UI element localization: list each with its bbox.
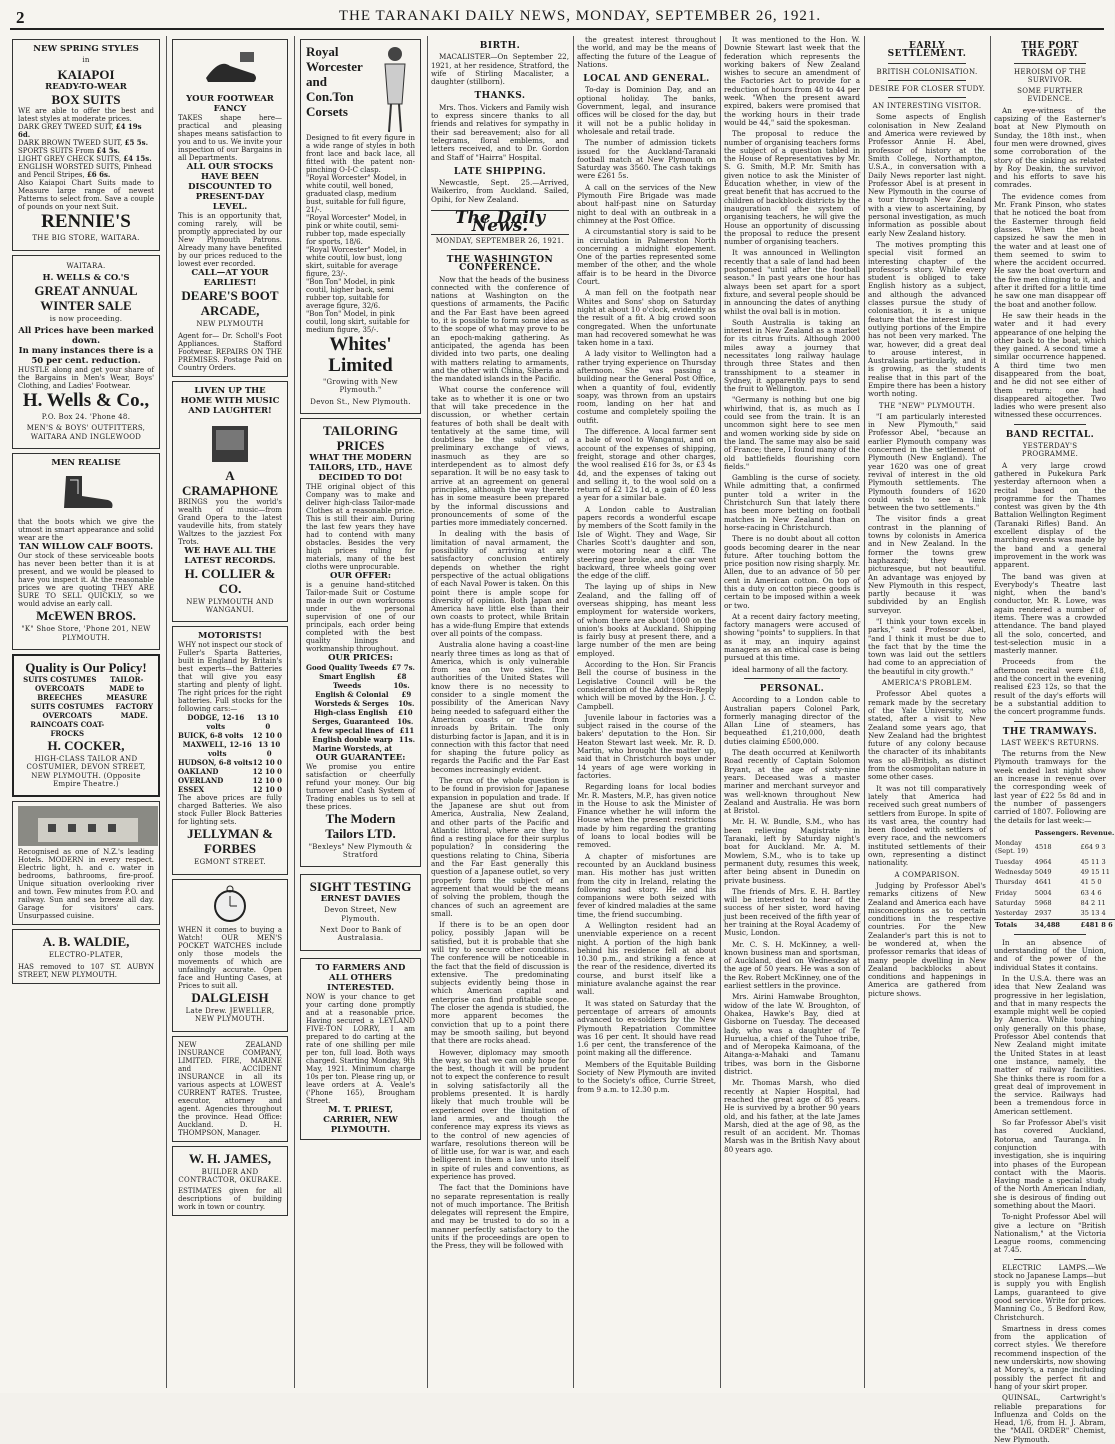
ad-brand: Whites' Limited <box>328 334 393 376</box>
ad-heading: TAN WILLOW CALF BOOTS. <box>18 542 154 553</box>
column-8-news <box>994 36 1115 1444</box>
article-paragraph: A very large crowd gathered in Pukekura Park yesterday afternoon when a recital based on the programme for the Thames contest was given by the 4th Battalion Wellington Regiment (Taranaki Rifles) Band. An excellent display of the marching events was made by the band and a general improvement in the work was apparent. <box>994 460 1106 570</box>
ad-text: ELECTRO-PLATER, <box>48 951 124 960</box>
ad-address: Devon St., New Plymouth. <box>310 397 411 406</box>
shipping-notice: Newcastle, Sept. 25.—Arrived, Waikeriro, from Auckland. Sailed, Opihi, for New Zealand. <box>431 178 569 204</box>
ad-brand: DEARE'S BOOT ARCADE, <box>181 288 279 319</box>
column-rule <box>864 36 865 1388</box>
ad-body: BRINGS you the world's wealth of music—from Grand Opera to the latest vaudeville hits, from stately Waltzes to the jazziest Fox Trots. <box>178 497 282 546</box>
table-row: Friday 5004 63 4 6 <box>995 888 1102 897</box>
news-item: ideal harmony of all the factory. <box>732 664 848 674</box>
ad-heading: TAILORING PRICES <box>323 422 398 453</box>
article-paragraph: The motives prompting this special visit formed an interesting chapter of the professor's story. While every student is obliged to take English history as a subject, and although the advanced classes pursue the study of colonisation, it is a unique feature that the interest in the outlying portions of the Empire has not been very marked. The war, however, did a great deal to arouse interest, in Australasia particularly, and it is growing, as the students realise that in this part of the Empire there has been a history worth noting. <box>868 239 986 399</box>
ad-hotel <box>12 801 160 925</box>
table-total-row: Totals 34,488 £481 8 6 <box>994 919 1115 930</box>
ad-body: NEW ZEALAND INSURANCE COMPANY, LIMITED. FIRE, MARINE and ACCIDENT INSURANCE in all its various aspects at LOWEST CURRENT RATES. Trustee, executor, attorney and agent. Agencies throughout the province. Head Office: Auckland. D. H. THOMPSON, Manager. <box>178 1040 282 1137</box>
ad-subheading: READY-TO-WEAR <box>45 82 127 93</box>
article-paragraph: If there is to be an open door policy, possibly Japan will be satisfied, but it is probable that she will try to secure other conditions. The conference will be noticeable in the fact that the field of discussion is extensive. The predominating subjects evidently being those in which American capital and enterprise can find profitable scope. The closer the agenda is studied, the more apparent becomes the conviction that up to a point there may be smooth sailing, but beyond that there are rocks ahead. <box>431 920 569 1046</box>
shoe-illustration-icon <box>200 48 260 88</box>
ad-subheading: CALL—AT YOUR EARLIEST! <box>191 268 269 289</box>
news-item: According to the Hon. Sir Francis Bell the course of business in the Legislative Council will be the consideration of the Address-in-Reply which will be moved by the Hon. J. C. Campbell. <box>577 660 716 711</box>
column-rule <box>720 36 721 1388</box>
ad-subheading: ALL OUR STOCKS HAVE BEEN DISCOUNTED TO PRESENT-DAY LEVEL. <box>186 162 274 213</box>
column-5-local-news <box>577 36 716 1386</box>
ad-row: SUITS COSTUMES OVERCOATS BREECHES TAILOR-MADE to MEASURE <box>23 674 148 702</box>
article-paragraph: The evidence comes from Mr. Frank Pinson, who states that he noticed the boat from the Easterner through field glasses. When the boat capsized he saw the men in the water and at least one of them seemed to swim to where the accident occurred. He saw the boat overturn and the five men clinging to it, and after it drifted for a little time he saw one man disappear off the boat and another follow. <box>994 191 1106 309</box>
personal-item: Mrs. Airini Hamwabe Broughton, widow of the late W. Broughton, of Ohakea, Hawke's Bay, died at Gisborne on Tuesday. The deceased lady, who was a daughter of Te Huruelua, a chief of the Tuhoe tribe, and of Meropeka Kaimoana, of the Aitanga-a-Mahaki and Tamanu tribes, was born in the Gisborne district. <box>724 992 860 1077</box>
price-row: A few special lines of English double warp Marine Worsteds, at £11 11s. <box>311 725 416 753</box>
news-item: Members of the Equitable Building Society of New Plymouth are invited to the Society's office, Currie Street, from 9 a.m. to 12.30 p.m. <box>577 1059 716 1094</box>
ad-body: HAS removed to 107 ST. AUBYN STREET, NEW PLYMOUTH. <box>18 962 154 979</box>
personal-item: Mr. H. W. Bundle, S.M., who has been relieving Magistrate in Taranaki, left by Saturday night's boat for Auckland. Mr. A. M. Mowlem, S.M., who is to take up permanent duty, resumes this week, after being absent in Dunedin on private business. <box>724 817 860 885</box>
article-subheading: AN INTERESTING VISITOR. <box>872 102 982 111</box>
ad-address: MEN'S & BOYS' OUTFITTERS, WAITARA AND INGLEWOOD <box>26 424 146 441</box>
ad-heading: YOUR FOOTWEAR FANCY <box>186 94 274 115</box>
ad-address: HIGH-CLASS TAILOR AND COSTUMIER, DEVON STREET, NEW PLYMOUTH. (Opposite Empire Theatre.) <box>26 754 146 788</box>
news-item: To-day is Dominion Day, and an optional holiday. The banks, Government, legal, and insurance offices will be closed for the day, but it will not be a public holiday in wholesale and retail trade. <box>577 85 716 136</box>
page-number: 2 <box>16 8 26 27</box>
news-item: Gambling is the curse of society. While admitting that, a confirmed punter told a writer in the Christchurch Sun that lately there has been more betting on football matches in New Zealand than on horse-racing in Christchurch. <box>724 473 860 532</box>
ad-brand: H. COLLIER & CO. <box>184 565 276 596</box>
ad-brand: RENNIE'S <box>41 211 131 233</box>
divider <box>888 63 966 64</box>
ad-heading: KAIAPOI <box>57 67 115 83</box>
article-paragraph: What course the conference will take as to whether it is one or two that will take precedence in the discussion, or whether certain features of both shall be dealt with tentatively at the same time, will doubtless be the subject of a preliminary exchange of views, inasmuch as they are so interdependent as to almost defy separation. It will be no easy task to arrive at an agreement on general principles, although the way thereto has in some measure been prepared by the informal discussions and pronouncements of some of the parties more immediately concerned. <box>431 385 569 528</box>
price-item: ENGLISH WORSTED SUITS, Pinhead and Pencil Stripes, £6 6s. <box>18 163 152 180</box>
ad-heading: MEN REALISE <box>51 458 121 469</box>
article-paragraph: An eye-witness of the capsizing of the Easterner's boat at New Plymouth on Sunday, the 18th inst., when four men were drowned, gives some corroboration of the story of the sinking as related by Roy Deakin, the survivor, and his efforts to save his comrades. <box>994 105 1106 190</box>
ad-body: THE original object of this Company was to make and deliver high-class Tailor-made Clothes at a reasonable price. This is still their aim. During the last few years they have had to contend with many obstacles. Besides the very high prices ruling for materials, many of the best cloths were unprocurable. <box>306 482 415 571</box>
ad-collier-gramophone <box>172 381 288 623</box>
price-row: Smart English Tweeds £8 10s. <box>319 671 410 690</box>
personal-item: According to a London cable to Australian papers Colonel Park, formerly managing director of the Allan Line of steamers, has bequeathed £1,210,000, death duties claiming £500,000. <box>724 695 860 746</box>
ad-body: is a genuine hand-stitched Tailor-made Suit or Costume made in our own workrooms under the personal supervision of one of our principals, each order being completed with the best quality linings and workmanship throughout. <box>306 580 415 653</box>
ad-address: "Bexleys" New Plymouth & Stratford <box>308 842 413 860</box>
price-row: BUICK, 6-8 volts 12 10 0 <box>178 731 282 741</box>
ad-heading: MOTORISTS! <box>198 631 262 642</box>
ad-brand: JELLYMAN & FORBES <box>187 826 273 857</box>
ad-text: Next Door to Bank of Australasia. <box>319 926 402 943</box>
ad-brand: M. T. PRIEST, CARRIER, NEW PLYMOUTH. <box>323 1104 398 1135</box>
ad-address: NEW PLYMOUTH AND WANGANUI. <box>186 597 274 615</box>
ad-heading: LIVEN UP THE HOME WITH MUSIC AND LAUGHTER! <box>180 385 280 416</box>
hotel-illustration-icon <box>18 806 158 846</box>
ad-james-builder <box>172 1146 288 1217</box>
ad-address: "K" Shoe Store, 'Phone 201, NEW PLYMOUTH. <box>21 625 151 642</box>
table-row: Tuesday 4964 45 11 3 <box>995 857 1106 866</box>
ad-brand: ERNEST DAVIES <box>320 894 401 905</box>
ad-body: Also Kaiapoi Chart Suits made to Measure large range of newest Patterns to select from. Save a couple of pounds on your next Suit. <box>18 179 154 212</box>
table-row: Saturday 5968 84 2 11 <box>995 898 1106 907</box>
article-heading: LOCAL AND GENERAL. <box>583 74 710 85</box>
ad-address: Devon Street, New Plymouth. <box>324 906 397 923</box>
ad-insurance <box>172 1036 288 1142</box>
classified-item: Smartness in dress comes from the application of correct styles. We therefore recommend inspection of the new underskirts, now showing at Morey's, a range including possibly the perfect fit and hang of your skirt proper. <box>994 1323 1106 1391</box>
corset-model: "Royal Worcester" Model, in white coutil, well boned, graduated clasp, medium bust, suitable for full figure, 21/-. <box>306 174 407 214</box>
ad-body: Our stock of these serviceable boots has never been better than it is at present, and we would be pleased to have you inspect it. At the reasonable prices we are quoting THEY ARE SURE TO SELL QUICKLY, so we would advise an early call. <box>18 552 154 609</box>
ad-body: TAKES shape here—practical and pleasing shapes means satisfaction to you and to us. We invite your inspection of our Bargains in all Departments. <box>178 114 282 163</box>
ad-heading: Royal Worcester and Con.Ton Corsets <box>306 44 363 119</box>
article-subheading: THE "NEW" PLYMOUTH. <box>878 401 976 410</box>
news-item: It was announced in Wellington recently that a sale of land had been postponed "until after the football season." In past years one hour has always been set apart for a sport fixture, and several people should be in announcing the dates of anything whilst the oval ball is in motion. <box>724 248 860 316</box>
column-4-editorial <box>431 36 569 1386</box>
article-paragraph: In dealing with the basis of limitation of naval armament, the possibility of arriving at any satisfactory conclusion entirely depends on whether the right perspective of the actual obligations of each Naval Power is taken. On this point there is ample scope for diversity of opinion. Both Japan and America have little else than their own coasts to protect, while Britain has a wide-flung Empire that extends over all points of the compass. <box>431 529 569 638</box>
article-subheading: DESIRE FOR CLOSER STUDY. <box>868 84 986 93</box>
article-paragraph: However, diplomacy may smooth the way, so that we can only hope for the best, though it will be prudent not to expect the conference to result in solving satisfactorily all the problems presented. It is hardly likely that much trouble will be experienced over the limitation of land armies, and though the conference may express its views as to the control of new agencies of warfare, resolutions thereon will be of little use, for war is war, and each belligerent in them a law unto itself in spite of rules and conventions, as experience has proved. <box>431 1047 569 1181</box>
price-row: English & Colonial Worsteds & Serges £9 10s. <box>314 689 415 708</box>
ad-text: P.O. Box 24. 'Phone 48. <box>41 413 131 422</box>
divider <box>1014 721 1086 722</box>
news-item: The number of admission tickets issued for the Auckland-Taranaki football match at New Plymouth on Saturday was 3560. The cash takings were £261 5s. <box>577 138 716 181</box>
column-3-advertisements <box>298 36 423 1386</box>
ad-brand: W. H. JAMES, <box>188 1150 272 1166</box>
divider <box>1014 424 1086 425</box>
news-item: A London cable to Australian papers records a wonderful escape by members of the Scott family in the Isle of Wight. They and Wage, Sir Charles Scott's daughter and son, were motoring near a cliff. The steering gear broke, and the car went backward, three wheels going over the edge of the cliff. <box>577 504 716 581</box>
divider <box>1014 1259 1086 1260</box>
table-row: Yesterday 2937 35 13 4 <box>995 909 1106 918</box>
article-subheading: LAST WEEK'S RETURNS. <box>1000 738 1100 747</box>
ad-body: HUSTLE along and get your share of the Bargains in Men's Wear, Boys' Clothing, and Ladies' Footwear. <box>18 366 154 391</box>
ad-whites-corsets <box>300 39 421 414</box>
ad-waldie <box>12 929 160 983</box>
article-heading: THE PORT TRAGEDY. <box>1021 41 1079 60</box>
table-row: Monday (Sept. 19) 4518 £64 9 3 <box>995 839 1106 856</box>
personal-item: Mr. C. S. H. McKinney, a well-known business man and sportsman, of Auckland, died on Wednesday at the age of 50 years. He was a son of the Rev. Robert McKinney, one of the earliest settlers in the province. <box>724 939 860 991</box>
price-row: MAXWELL, 12-16 volts 13 10 0 <box>182 740 281 759</box>
ad-jellyman-batteries <box>172 626 288 874</box>
ad-address: NEW PLYMOUTH <box>196 320 264 329</box>
price-row: HUDSON, 6-8 volts 12 10 0 <box>178 758 282 768</box>
ad-address: BUILDER AND CONTRACTOR, OKURAKE. <box>178 1167 282 1184</box>
ad-deare-footwear <box>172 39 288 377</box>
ad-subheading: All Prices have been marked down. <box>18 326 154 347</box>
ad-body: that the boots which we give the utmost in smart appearance and solid wear are the <box>18 518 154 543</box>
ad-address: Late Drew. JEWELLER, NEW PLYMOUTH. <box>185 1007 275 1024</box>
ad-text: WAITARA. <box>66 261 106 270</box>
ad-subheading: In many instances there is a 50 per cent. reduction. <box>18 346 154 367</box>
ad-kaiapoi-suits <box>12 39 160 251</box>
ad-brand: The Modern Tailors LTD. <box>325 810 396 841</box>
ad-mcewen-boots <box>12 453 160 650</box>
news-item: There is no doubt about all cotton goods becoming dearer in the near future. After touching bottom the price position now rising sharply. Mr. Allen, due to an advance of 50 per cent in American cotton. On top of this a duty on cotton piece goods is certain to be imposed within a week or two. <box>724 534 860 610</box>
article-paragraph: The returns from the New Plymouth tramways for the week ended last night show an increase in revenue over the corresponding week of last year of £22 5s 8d and in the number of passengers carried of 1807. Following are the details for last week:— <box>994 749 1106 825</box>
news-item: The laying up of ships in New Zealand, and the falling off of overseas shipping, has meant less employment for waterside workers, of whom there are about 1000 on the union's books at Auckland. Shipping is fairly busy at present there, and a large number of the men are being employed. <box>577 582 716 658</box>
ad-heading: GREAT ANNUAL WINTER SALE <box>34 282 138 313</box>
ad-body: ESTIMATES given for all descriptions of building work in town or country. <box>178 1187 282 1212</box>
price-item: SPORTS SUITS From £4 5s. <box>18 146 120 156</box>
ad-heading: A CRAMAPHONE <box>181 467 279 498</box>
ad-cocker-tailor <box>12 654 160 797</box>
divider <box>1014 63 1086 64</box>
column-1-advertisements <box>10 36 162 1386</box>
article-subheading: BRITISH COLONISATION. <box>876 67 978 76</box>
ad-subheading: OUR OFFER: <box>330 570 391 581</box>
news-item: A chapter of misfortunes are recounted by an Auckland business man. His mother has just written from the city in Ireland, relating the following sad story. He and his companions were both seized with fever of kindred maladies at the same time, the friend succumbing. <box>577 851 716 919</box>
news-item: "Germany is nothing but one big whirlwind, that is, as much as I could see from the train. It is an uncommon sight here to see men and women working side by side on the land. The same may also be said of France; there, I found many of the old battlefields flourishing corn fields." <box>724 395 860 471</box>
newspaper-masthead-title: THE TARANAKI DAILY NEWS, MONDAY, SEPTEMBER 26, 1921. <box>338 8 822 24</box>
article-paragraph: In the U.S.A. there was an idea that New Zealand was progressive in her legislation, and that in many respects the example might well be copied by America. While touching only generally on this phase, Professor Abel contends that New Zealand might imitate the United States in at least one instance, namely, the matter of railway facilities. She thinks there is room for a great deal of improvement in the service. Railways had been a tremendous force in American settlement. <box>994 973 1106 1116</box>
ad-body: We promise you entire satisfaction or cheerfully refund your money. Our big turnover and Cash System of Trading enables us to sell at these prices. <box>306 762 415 811</box>
ad-text: in <box>82 56 90 64</box>
article-paragraph: "I think your town excels in parks," said Professor Abel, "and I think it must be due to the fact that by the time the town was laid out the settlers had come to an appreciation of the beautiful in city growth." <box>868 617 986 676</box>
boot-illustration-icon <box>56 472 116 512</box>
news-item: It was mentioned to the Hon. W. Downie Stewart last week that the federation which represents the working bakers of New Zealand wishes to secure an amendment of the Factories Act to provide for a reduction of hours from 48 to 44 per week. "When the present award expired, bakers were promised that the working hours in their trade would be 44," said the spokesman. <box>724 35 860 127</box>
classified-item: ELECTRIC LAMPS.—We stock no Japanese Lamps—but is supply you with English Lamps, guaranteed to give good service. Write for prices. Manning Co., 5 Bedford Row, Christchurch. <box>994 1262 1106 1322</box>
ad-subheading: OUR PRICES: <box>328 652 393 663</box>
corset-model: "Royal Worcester" Model, in white coutil, low bust, long skirt, suitable for average figure, 23/-. <box>306 246 407 278</box>
thanks-notice: Mrs. Thos. Vickers and Family wish to express sincere thanks to all friends and relatives for sympathy in their sad bereavement; also for all telegrams, floral emblems, and letters received, and to Dr. Gordon and Staff of "Hairra" Hospital. <box>431 102 569 162</box>
personal-item: The friends of Mrs. E. H. Bartley will be interested to hear of the success of her sister, word having just been received of the fifth year of her training at the Royal Academy of Music, London. <box>724 886 860 938</box>
divider <box>888 80 966 81</box>
divider <box>1014 934 1086 935</box>
article-paragraph: He saw their heads in the water and it had every appearance of one helping the other back to the boat, which they gained. A second time a similar occurrence happened. A third time two men disappeared from the boat, and he did not see either of them return; one had disappeared altogether. Two ladies who were present also witnessed these occurrences. <box>994 310 1106 420</box>
ad-heading: BOX SUITS <box>51 92 121 108</box>
news-item: The difference. A local farmer sent a bale of wool to Wanganui, and on account of the expenses of shipping, freight, storage and other charges, the wool realised £16 for 3s, or £3 4s 4d, and the expenses of taking out and selling it, to the wool sold on a return of £2 12s 1d, a gain of £0 less a year for a similar bale. <box>577 427 716 503</box>
article-subheading: A COMPARISON. <box>894 870 960 879</box>
masthead <box>10 6 1104 30</box>
news-item: A Wellington resident had an unenviable experience on a recent night. A portion of the high bank behind his residence fell at about 10.30 p.m., and striking a fence at the rear of the residence, diverted its course, and burst itself like a miniature avalanche against the rear wall. <box>577 920 716 997</box>
corset-model: "Bon Ton" Model, in pink coutil, higher back, semi rubber top, suitable for average figure, 32/6. <box>306 278 395 310</box>
article-paragraph: Australia alone having a coast-line nearly three times as long as that of America, which is only vulnerable from sea on two sides. The authorities of the United States will know there is no necessity to consider to a single moment the possibility of the American Navy being needed to safeguard either the American coasts or trade from inroads by Britain. The only disturbing factor is Japan, and it is in connection with this factor that need for shaping the future policy as regards the Pacific and the Far East becomes increasingly evident. <box>431 640 569 774</box>
price-row: OAKLAND 12 10 0 <box>178 767 282 777</box>
ad-brand: A. B. WALDIE, <box>42 934 130 950</box>
table-row: Wednesday 5049 49 15 11 <box>995 868 1110 877</box>
price-row: High-class English Serges, Guaranteed £10 10s. <box>312 707 414 726</box>
price-row: DODGE, 12-16 volts 13 10 0 <box>187 713 279 732</box>
news-item: A lady visitor to Wellington had a rather trying experience on Thursday afternoon. She was passing a building near the General Post Office, when a quantity of foul, evidently soapy, was thrown from an upstairs room, landing on her hat and costume and completely spoiling the outfit. <box>577 349 716 425</box>
ad-body: Recognised as one of N.Z.'s leading Hotels. MODERN in every respect. Electric light, h. and c. water in bedrooms, bathrooms, fire-proof. Unique situation overlooking river and town. Few minutes from P.O. and railway. Sun and sea breeze all day. Garage for visitors' cars. Unsurpassed cuisine. <box>18 848 154 921</box>
corset-figure-icon <box>375 44 415 134</box>
ad-dalgleish-watches <box>172 879 288 1032</box>
ad-subheading: OUR GUARANTEE: <box>315 752 406 763</box>
pocket-watch-icon <box>210 884 250 924</box>
news-item: A circumstantial story is said to be in circulation in Palmerston North concerning a midnight elopement. One of the parties represented some member of the other, and the whole affair is to be heard in the Divorce Court. <box>577 227 716 287</box>
ad-brand: DALGLEISH <box>191 990 269 1006</box>
ad-brand: H. Wells & Co., <box>22 390 150 412</box>
ad-body: Agent for— Dr. Scholl's Foot Appliances. Stafford Footwear. REPAIRS ON THE PREMISES. Postage Paid on Country Orders. <box>178 331 282 372</box>
ad-heading: H. WELLS & CO.'S <box>42 272 130 283</box>
article-heading: THE TRAMWAYS. <box>1002 726 1098 737</box>
article-paragraph: Now that the heads of the business connected with the conference of nations at Washington on the questions of armaments, the Pacific and the Far East have been agreed to, it is possible to form some idea as to the scope of what may prove to be an epoch-making gathering. As anticipated, the agenda has been divided into two parts, one dealing with matters relating to armaments, and the other with China, Siberia and the mandated islands in the Pacific. <box>431 274 569 384</box>
article-paragraph: The visitor finds a great contrast in the planning of towns by colonists in America and in New Zealand. In the former the towns grew haphazard; they were picturesque, but not beautiful. An advantage was enjoyed by New Plymouth in this respect, partly because it was subdivided by an English surveyor. <box>868 514 986 615</box>
ad-heading: SIGHT TESTING <box>309 879 412 895</box>
ad-address: THE BIG STORE, WAITARA. <box>32 234 140 243</box>
notice-heading: LATE SHIPPING. <box>453 166 547 177</box>
ad-brand: McEWEN BROS. <box>36 608 136 624</box>
price-row: Good Quality Tweeds £7 7s. <box>306 662 415 672</box>
ad-heading: NEW SPRING STYLES <box>33 44 139 54</box>
article-heading: BAND RECITAL. <box>1005 429 1095 440</box>
column-6-news <box>724 36 860 1386</box>
gramophone-illustration-icon <box>200 416 260 466</box>
ad-heading: Quality is Our Policy! <box>25 659 147 675</box>
ad-sight-testing <box>300 874 421 950</box>
price-row: OVERLAND 12 10 0 <box>178 776 282 786</box>
divider <box>451 249 549 250</box>
news-item: The proposal to reduce the number of organising teachers forms the subject of a question tabled in the House of Representatives by Mr. S. G. Smith, M.P. Mr. Smith has given notice to ask the Minister of Education whether, in view of the great benefit that has accrued to the children of backblock districts by the inauguration of the system of organising teachers, he will give the House an opportunity of discussing the proposal to reduce the present number of organising teachers. <box>724 129 860 247</box>
news-item: At a recent dairy factory meeting, factory managers were accused of showing "points" to suppliers. In that as it may, an inquiry against managers as an ethical case is being pursued at this time. <box>724 611 860 663</box>
article-paragraph: Professor Abel quotes a remark made by the secretary of the Yale University, who stated, after a visit to New Zealand some years ago, that New Zealand had the brightest future of any colony because the character of its inhabitants was so all-British, as distinct from the cosmopolitan nature in some other cases. <box>868 689 986 782</box>
price-item: DARK BROWN TWEED SUIT, £5 5s. <box>18 138 149 148</box>
ad-body: WE are able to offer the best and latest styles at moderate prices. <box>18 107 154 124</box>
article-paragraph: Some aspects of English colonisation in New Zealand and America were reviewed by Professor Annie H. Abel, professor of history at the Smith College, Northampton, U.S.A., in conversation with a Daily News reporter last night. Professor Abel is at present in New Plymouth in the course of a tour through New Zealand with a view to ascertaining, by personal investigation, as much information as possible about early New Zealand history. <box>868 112 986 238</box>
corset-model: "Royal Worcester" Model, in pink or white coutil, semi-rubber top, made especially for sports, 18/6. <box>306 214 407 246</box>
divider <box>744 678 840 679</box>
table-header-row: Passengers. Revenue. <box>1034 828 1115 837</box>
news-item: A call on the services of the New Plymouth Fire Brigade was made about half-past nine on Saturday night to deal with an outbreak in a chimney at the Post Office. <box>577 182 716 225</box>
column-rule <box>573 36 574 1388</box>
ad-priest-carrier <box>300 958 421 1140</box>
birth-notice: MACALISTER—On September 22, 1921, at her residence, Stratford, the wife of Stirling Macalister, a daughter (stillborn). <box>431 52 569 87</box>
personal-item: The death occurred at Kenilworth Road recently of Captain Solomon Bryant, at the age of sixty-nine years. Deceased was a master mariner and merchant surveyor and was well-known throughout New Zealand and Australia. He was born at Bristol. <box>724 748 860 816</box>
corset-model: "Bon Ton" Model, in pink coutil, long skirt, suitable for medium figure, 35/-. <box>306 310 410 334</box>
article-subheading: YESTERDAY'S PROGRAMME. <box>1021 442 1079 459</box>
article-paragraph: It was not till comparatively lately that America had received such great numbers of settlers from Europe. In spite of its vast area, the country had been flooded with settlers of every race, and the newcomers instituted settlements of their own, representing a distinct nationality. <box>868 783 986 868</box>
ad-address: EGMONT STREET. <box>194 858 266 867</box>
ad-subheading: WHAT THE MODERN TAILORS, LTD., HAVE DECIDED TO DO! <box>308 452 413 483</box>
classified-item: QUINSAL, Cartwright's reliable preparations for Influenza and Colds on the Head, 1/6, from H. J. Abram, the "MAIL ORDER" Chemist, New Plymouth. <box>994 1393 1106 1444</box>
article-paragraph: Judging by Professor Abel's remarks citizens of New Zealand and America each have misconceptions as to certain conditions in the respective countries. For the New Zealander's part this is not to be wondered at, when the professor remarks that ideas of many people dwelling in New Zealand backblocks about conditions and happenings in America are gathered from picture shows. <box>868 880 986 998</box>
ad-body: WHY not inspect our stock of Fuller's Sparta Batteries, built in England by Britain's best experts—the Batteries that will give you easy starting and plenty of light. The right prices for the right batteries. Full stocks for the following cars:— <box>178 641 282 714</box>
article-heading: PERSONAL. <box>759 683 825 694</box>
divider <box>888 97 966 98</box>
personal-item: Mr. Thomas Marsh, who died recently at Napier Hospital, had reached the great age of 85 years. He is survived by a brother 90 years old, and his father, at the late James Marsh, died at the age of 98, as the result of an accident. Mr. Thomas Marsh was in the British Navy about 80 years ago. <box>724 1078 860 1154</box>
article-paragraph: To-night Professor Abel will give a lecture on "British Nationalism," at the Victoria League rooms, commencing at 7.45. <box>994 1212 1106 1255</box>
column-7-early-settlement <box>868 36 986 1386</box>
news-item: A man fell on the footpath near Whites and Sons' shop on Saturday night at about 10 o'clock, evidently as the result of a fit. A big crowd soon congregated. When the unfortunate man had recovered somewhat he was taken home in a taxi. <box>577 288 716 348</box>
notice-heading: THANKS. <box>474 91 526 102</box>
article-paragraph: "I am particularly interested in New Plymouth," said Professor Abel, "because an earlier Plymouth company was concerned in the settlement of Plymouth (New England). The year 1620 was one of great revival of interest in the old Plymouth settlements. The Plymouth founders of 1620 could wish to see a link between the two settlements." <box>868 411 986 513</box>
sight-testing-row <box>298 871 423 954</box>
article-heading: EARLY SETTLEMENT. <box>887 41 967 60</box>
tramway-returns-table <box>994 828 1115 930</box>
ad-body: NOW is your chance to get your carting done promptly and at a reasonable price. Having secured a LEYLAND FIVE-TON LORRY, I am prepared to do carting at the rate of one shilling per mile per ton, full load. Both ways charged. Starting Monday, 9th May, 1921. Minimum charge 10s per ton. Please ring up, or leave orders at A. Veale's ('Phone 165), Brougham Street. <box>306 992 415 1105</box>
column-rule <box>427 36 428 1388</box>
ad-body: This is an opportunity that, coming rarely, will be promptly appreciated by our New Plymouth Patrons. Already many have benefited by our prices reduced to the lowest ever recorded. <box>178 212 282 269</box>
price-item: LIGHT GREY CHECK SUITS, £4 15s. <box>18 154 152 164</box>
article-subheading: HEROISM OF THE SURVIVOR. <box>1013 67 1087 84</box>
newspaper-nameplate: The Daily News. <box>431 210 569 235</box>
editorial-date: MONDAY, SEPTEMBER 26, 1921. <box>435 236 565 245</box>
ad-heading: TO FARMERS AND ALL OTHERS INTERESTED. <box>315 962 406 993</box>
article-paragraph: Proceeds from the afternoon recital were £18, and the concert in the evening realised £23 12s, so that the result of the day's efforts will be a substantial addition to the concert programme funds. <box>994 657 1106 717</box>
price-row: ESSEX 12 10 0 <box>178 785 282 795</box>
table-row: Thursday 4641 41 5 0 <box>995 878 1102 887</box>
column-rule <box>294 36 295 1388</box>
column-rule <box>990 36 991 1388</box>
article-heading: THE WASHINGTON CONFERENCE. <box>446 254 554 274</box>
article-paragraph: So far Professor Abel's visit has covered Auckland, Rotorua, and Tauranga. In conjunction with investigation, she is inquiring into phases of the European contact with the Maoris. Having made a special study of the North American Indian, she is desirous of finding out something about the Maori. <box>994 1118 1106 1210</box>
notice-heading: BIRTH. <box>479 41 521 51</box>
price-item: DARK GREY TWEED SUIT, £4 19s 6d. <box>18 122 142 140</box>
ad-row: SUITS COSTUMES OVERCOATS RAINCOATS COAT-FROCKS FACTORY MADE. <box>30 701 153 738</box>
column-2-advertisements <box>170 36 290 1386</box>
article-paragraph: the greatest interest throughout the world, and may be the means of affecting the future of the League of Nations. <box>577 35 716 69</box>
ad-subheading: WE HAVE ALL THE LATEST RECORDS. <box>184 545 276 566</box>
article-paragraph: The band was given at Everybody's Theatre last night, when the band's conductor, Mr. R. Lowe, was again rendered a number of items. There was a crowded attendance. The band played all the solo, concerted, and test-selection music in a masterly manner. <box>994 571 1106 656</box>
article-subheading: SOME FURTHER EVIDENCE. <box>1017 87 1083 104</box>
ad-text: is now proceeding. <box>49 314 123 323</box>
news-item: South Australia is taking an interest in New Zealand as a market for its citrus fruits. Although 2000 miles away a journey that necessitates long railway haulage through three States and then transshipment to a steamer in Sydney, it apparently pays to send the fruit to Wellington. <box>724 317 860 394</box>
news-item: Regarding loans for local bodies Mr. R. Masters, M.P., has given notice in the House to ask the Minister of Finance whether he will inform the House when the present restrictions made by him regarding the granting of loans to local bodies will be removed. <box>577 782 716 850</box>
article-paragraph: The fact that the Dominions have no separate representation is really not of much importance. The British delegates will represent the Empire, and may be trusted to do so in a manner perfectly satisfactory to the units if the proceedings are open to the Press, they will be followed with <box>431 1183 569 1251</box>
article-subheading: AMERICA'S PROBLEM. <box>881 679 973 688</box>
ad-modern-tailors <box>300 418 421 868</box>
ad-text: "Growing with New Plymouth." <box>323 378 398 395</box>
ad-brand: H. COCKER, <box>47 737 125 753</box>
article-paragraph: In an absence of understanding of the Union, and of the power of the individual States it contains. <box>994 937 1106 972</box>
ad-body: The above prices are fully charged Batteries. We also stock Fuller Block Batteries for lighting sets. <box>178 794 282 827</box>
ad-body: Designed to fit every figure in a wide range of styles in both front lace and back lace, all fitted with the patent non-pinching O-I-C clasp. <box>306 134 415 174</box>
news-item: Juvenile labour in factories was a subject raised in the course of the bakers' deputation to the Hon. Sir Heaton Stewart last week. Mr. R. D. Martin, who brought the matter up, said that in Christchurch boys under 14 years of age were working in factories. <box>577 712 716 780</box>
article-paragraph: The crux of the whole question is to be found in provision for Japanese expansion in population and trade. If the Japanese are shut out from America, Australia, New Zealand, and other parts of the Pacific and Atlantic littoral, where are they to find a resting place for their surplus population? In considering the questions relating to China, Siberia and the Far East generally this question of a Japanese outlet, so very properly form the subject of an agreement that would be the means of solving the problem, though the chances of such an agreement are small. <box>431 776 569 918</box>
news-item: It was stated on Saturday that the percentage of arrears of amounts advanced to ex-soldiers by the New Plymouth Repatriation Committee was 16 per cent. It should have read 1.6 per cent, the transference of the point making all the difference. <box>577 998 716 1058</box>
column-rule <box>166 36 167 1388</box>
ad-body: WHEN it comes to buying a Watch! OUR MEN'S POCKET WATCHES include only those models the movements of which are unfailingly accurate. Open face and Hunting Cases, at Prices to suit all. <box>178 926 282 991</box>
ad-wells-sale <box>12 255 160 449</box>
